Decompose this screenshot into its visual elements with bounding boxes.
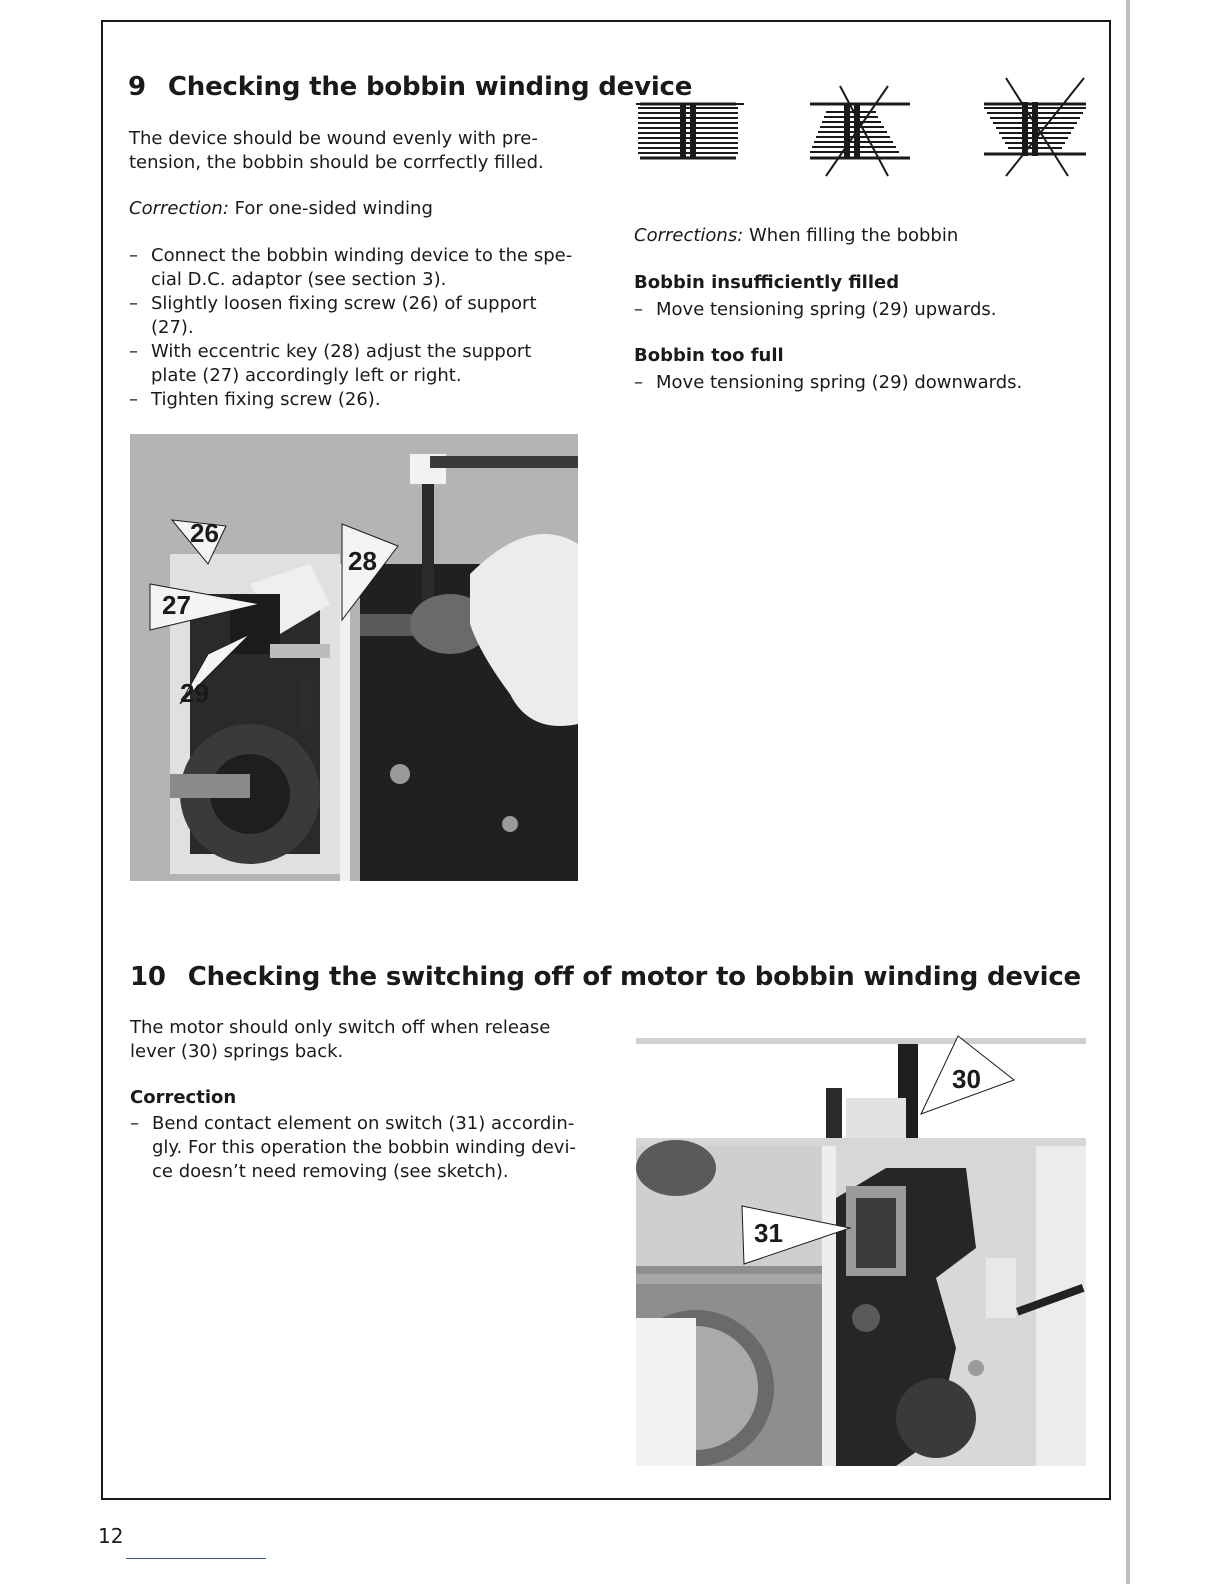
case1-title: Bobbin insufficiently filled bbox=[634, 272, 900, 293]
corrections-text: When filling the bobbin bbox=[743, 225, 959, 246]
corrections-line bbox=[634, 224, 958, 248]
section-9-number: 9 bbox=[128, 72, 146, 102]
section-10-correction-title: Correction bbox=[130, 1087, 237, 1108]
list-item: – Move tensioning spring (29) upwards. bbox=[634, 298, 1054, 322]
correction-line bbox=[129, 197, 433, 221]
correction-label: Correction: bbox=[129, 198, 229, 219]
case2-steps bbox=[634, 371, 1054, 395]
callout-26: 26 bbox=[190, 518, 219, 548]
page-number: 12 bbox=[98, 1524, 124, 1548]
intro-line-2: lever (30) springs back. bbox=[130, 1041, 344, 1062]
link-underline bbox=[126, 1558, 266, 1559]
callout-29: 29 bbox=[180, 678, 209, 708]
section-10-title: Checking the switching off of motor to bobbin winding device bbox=[187, 962, 1081, 992]
list-item: – Move tensioning spring (29) downwards. bbox=[634, 371, 1054, 395]
section-10-steps bbox=[130, 1112, 578, 1184]
motor-switch-photo bbox=[636, 1018, 1086, 1466]
list-item: – Tighten fixing screw (26). bbox=[129, 388, 577, 412]
section-9-title: Checking the bobbin winding device bbox=[167, 72, 693, 102]
callout-30: 30 bbox=[952, 1064, 981, 1094]
case2-title: Bobbin too full bbox=[634, 345, 784, 366]
list-item: – With eccentric key (28) adjust the support plate (27) accordingly left or right. bbox=[129, 340, 577, 388]
bobbin-winder-photo bbox=[130, 434, 578, 881]
corrections-label: Corrections: bbox=[634, 225, 744, 246]
bobbin-underfilled-icon bbox=[810, 86, 910, 176]
section-10-number: 10 bbox=[130, 962, 166, 992]
case1-steps bbox=[634, 298, 1054, 322]
callout-31: 31 bbox=[754, 1218, 783, 1248]
callout-27: 27 bbox=[162, 590, 191, 620]
list-item: – Slightly loosen fixing screw (26) of support (27). bbox=[129, 292, 577, 340]
section-9-heading bbox=[128, 72, 692, 102]
section-10-heading bbox=[130, 962, 1081, 992]
bobbin-sketches bbox=[630, 72, 1100, 188]
bobbin-overfilled-icon bbox=[984, 78, 1086, 176]
list-item: – Connect the bobbin winding device to the spe- cial D.C. adaptor (see section 3). bbox=[129, 244, 577, 292]
section-9-intro bbox=[129, 127, 589, 175]
list-item: – Bend contact element on switch (31) accordin- gly. For this operation the bobbin winding devi- ce doesn’t need removing (see sketch). bbox=[130, 1112, 578, 1184]
intro-line-1: The device should be wound evenly with pre- bbox=[129, 128, 538, 149]
bobbin-correct-icon bbox=[638, 104, 738, 158]
callout-28: 28 bbox=[348, 546, 377, 576]
intro-line-1: The motor should only switch off when release bbox=[130, 1017, 551, 1038]
intro-line-2: tension, the bobbin should be corrfectly filled. bbox=[129, 152, 544, 173]
page-edge-shadow bbox=[1126, 0, 1130, 1584]
correction-steps bbox=[129, 244, 577, 412]
section-10-intro bbox=[130, 1016, 570, 1064]
correction-text: For one-sided winding bbox=[228, 198, 433, 219]
